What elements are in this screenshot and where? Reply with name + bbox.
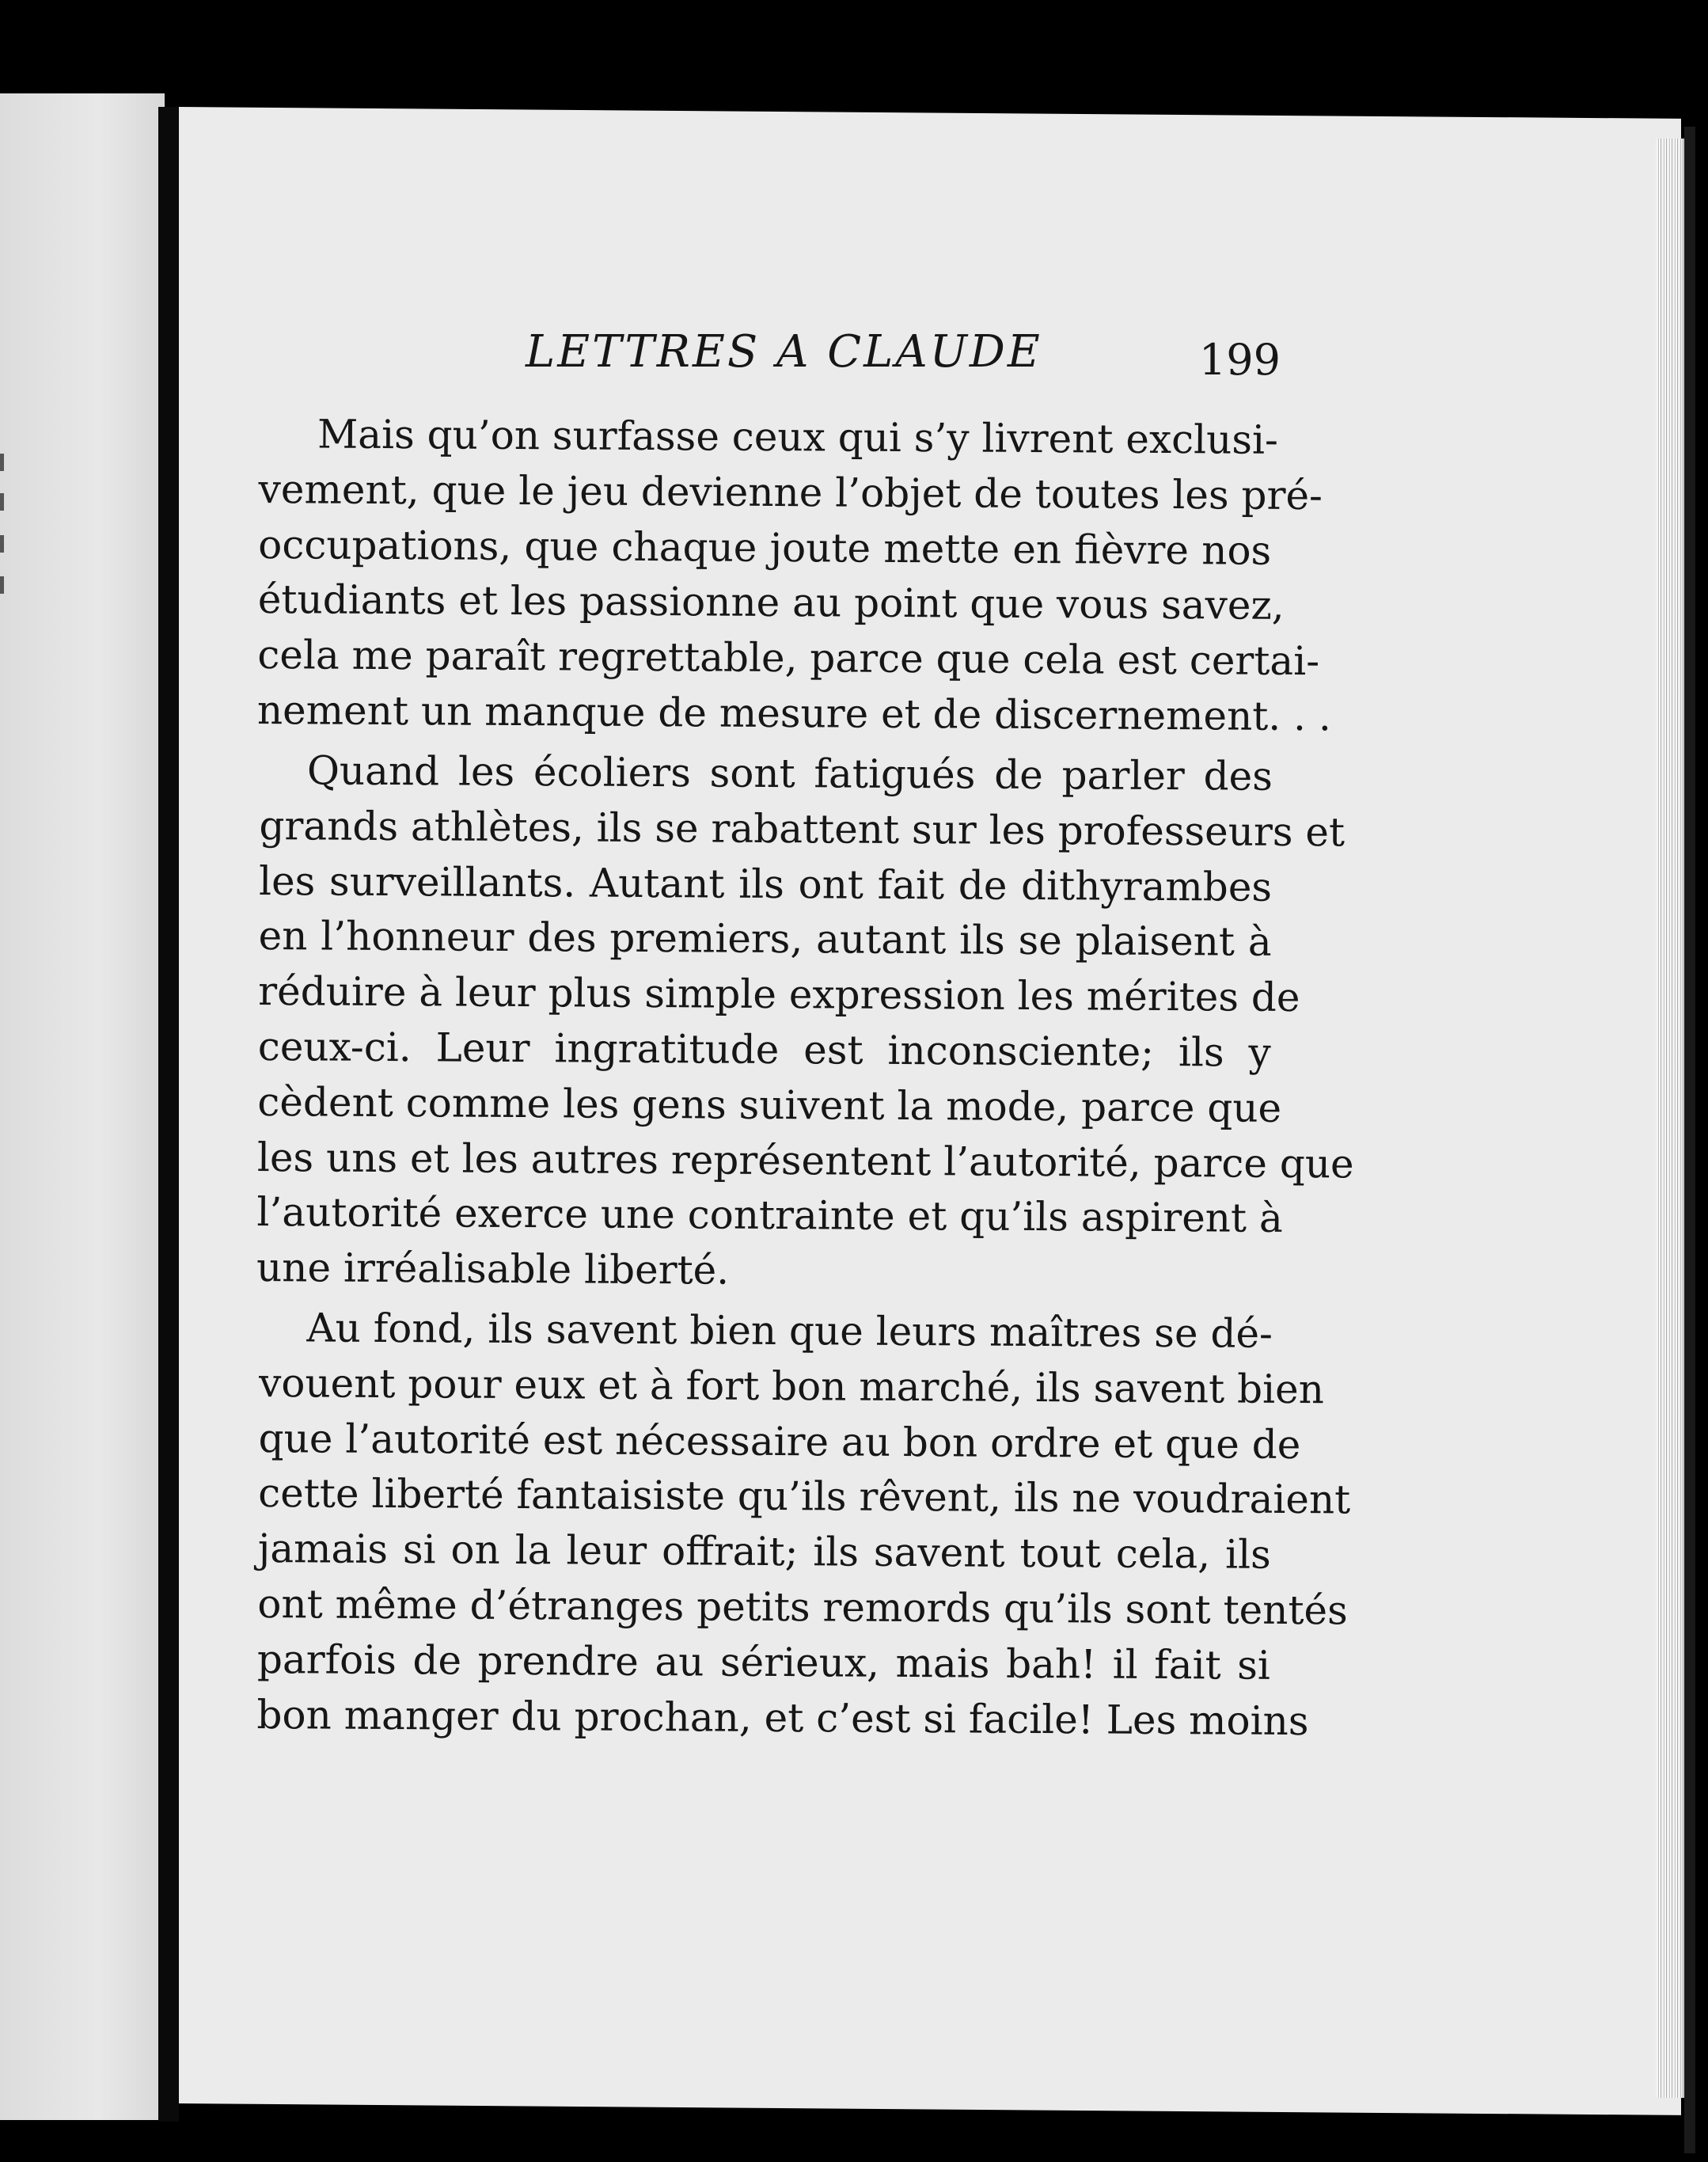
margin-mark [0, 454, 4, 471]
previous-page-edge [0, 93, 165, 2120]
page-stack-shadow [1684, 127, 1695, 2153]
text-line: une irréalisable liberté. [256, 1244, 730, 1294]
paragraph [256, 407, 1332, 745]
text-line: bon manger du prochan, et c’est si facile! Les moins [256, 1691, 1309, 1744]
text-line: cette liberté fantaisiste qu’ils rêvent, ils ne voudraient [258, 1470, 1351, 1523]
margin-mark [0, 493, 4, 511]
running-title: LETTRES A CLAUDE [526, 326, 1042, 378]
text-line: l’autorité exerce une contrainte et qu’ils aspirent à [256, 1189, 1283, 1242]
text-line: ceux-ci. Leur ingratitude est inconsciente; ils y [257, 1023, 1271, 1076]
text-line: grands athlètes, ils se rabattent sur les professeurs et [259, 802, 1346, 855]
text-line: vement, que le jeu devienne l’objet de toutes les pré- [258, 465, 1323, 519]
margin-mark [0, 535, 4, 553]
text-line: que l’autorité est nécessaire au bon ordre et que de [258, 1415, 1301, 1468]
text-line: cèdent comme les gens suivent la mode, parce que [257, 1078, 1282, 1131]
text-line: étudiants et les passionne au point que vous savez, [257, 576, 1285, 629]
text-line: occupations, que chaque joute mette en fièvre nos [258, 521, 1272, 574]
text-line: vouent pour eux et à fort bon marché, ils savent bien [258, 1359, 1325, 1412]
text-line: les uns et les autres représentent l’autorité, parce que [256, 1134, 1354, 1187]
text-line: Au fond, ils savent bien que leurs maîtres se dé- [306, 1305, 1273, 1357]
binding-gutter [158, 107, 179, 2122]
text-line: réduire à leur plus simple expression les mérites de [258, 967, 1300, 1021]
text-line: les surveillants. Autant ils ont fait de dithyrambes [258, 857, 1273, 910]
paragraph [256, 1301, 1351, 1749]
paragraph [256, 743, 1354, 1302]
text-line: Quand les écoliers sont fatigués de parler des [306, 747, 1273, 800]
text-line: jamais si on la leur offrait; ils savent tout cela, ils [257, 1525, 1271, 1578]
page-number: 199 [1198, 335, 1281, 385]
text-line: parfois de prendre au sérieux, mais bah! il fait si [256, 1636, 1271, 1689]
text-line: cela me paraît regrettable, parce que cela est certai- [257, 632, 1320, 685]
margin-mark [0, 576, 4, 594]
text-line: Mais qu’on surfasse ceux qui s’y livrent exclusi- [317, 411, 1279, 463]
text-line: ont même d’étranges petits remords qu’ils sont tentés [257, 1580, 1348, 1634]
running-head [258, 325, 1281, 388]
page-text [256, 325, 1354, 1744]
text-line: en l’honneur des premiers, autant ils se plaisent à [258, 913, 1272, 965]
text-line: nement un manque de mesure et de discernement. . . [256, 686, 1332, 740]
